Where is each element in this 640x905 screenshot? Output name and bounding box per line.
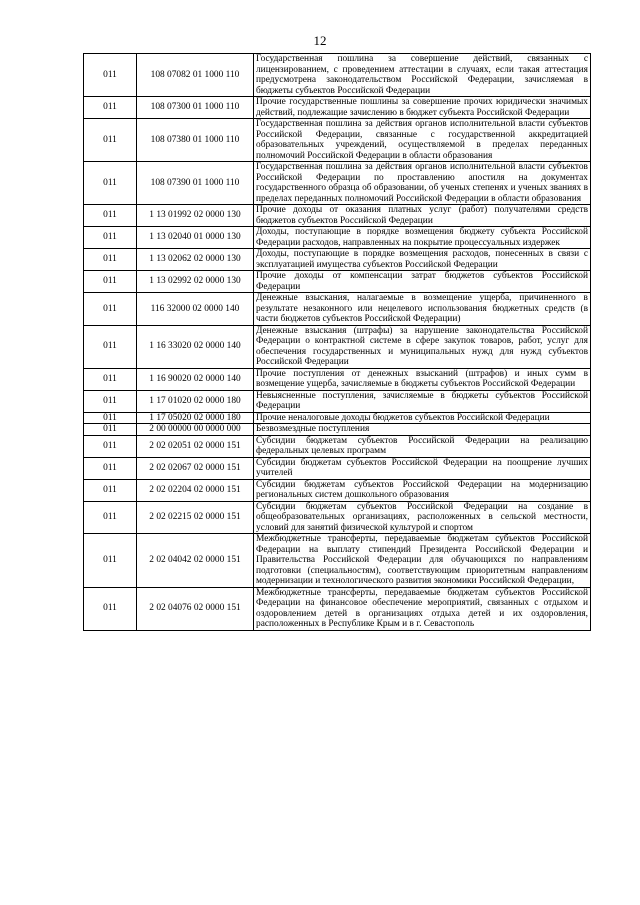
admin-code-cell: 011 xyxy=(84,501,137,534)
table-row xyxy=(84,119,591,162)
admin-code-cell: 011 xyxy=(84,205,137,227)
table-row xyxy=(84,587,591,630)
revenue-code-cell: 1 13 01992 02 0000 130 xyxy=(137,205,254,227)
table-row xyxy=(84,293,591,326)
admin-code-cell: 011 xyxy=(84,97,137,119)
admin-code-cell: 011 xyxy=(84,54,137,97)
revenue-name-cell: Государственная пошлина за совершение действий, связанных с лицензированием, с проведением аттестации в случаях, если такая аттестация предусмотрена законодательством Российской Федерации, зачисляемая в бюджеты субъектов Российской Федерации xyxy=(254,54,591,97)
revenue-code-cell: 108 07082 01 1000 110 xyxy=(137,54,254,97)
revenue-name-cell: Субсидии бюджетам субъектов Российской Федерации на реализацию федеральных целевых программ xyxy=(254,435,591,457)
table-row xyxy=(84,249,591,271)
revenue-code-cell: 2 02 02215 02 0000 151 xyxy=(137,501,254,534)
admin-code-cell: 011 xyxy=(84,119,137,162)
revenue-name-cell: Межбюджетные трансферты, передаваемые бюджетам субъектов Российской Федерации на финансовое обеспечение мероприятий, связанных с отдыхом и оздоровлением детей в организациях отдыха детей и их оздоровления, расположенных в Республике Крым и в г. Севастополь xyxy=(254,587,591,630)
revenue-code-cell: 108 07300 01 1000 110 xyxy=(137,97,254,119)
revenue-name-cell: Денежные взыскания (штрафы) за нарушение законодательства Российской Федерации о контрактной системе в сфере закупок товаров, работ, услуг для обеспечения государственных и муниципальных нужд для нужд субъектов Российской Федерации xyxy=(254,325,591,368)
revenue-code-cell: 116 32000 02 0000 140 xyxy=(137,293,254,326)
admin-code-cell: 011 xyxy=(84,479,137,501)
admin-code-cell: 011 xyxy=(84,227,137,249)
table-row xyxy=(84,162,591,205)
admin-code-cell: 011 xyxy=(84,412,137,424)
revenue-code-cell: 2 02 02051 02 0000 151 xyxy=(137,435,254,457)
table-row xyxy=(84,479,591,501)
table-row xyxy=(84,325,591,368)
revenue-name-cell: Денежные взыскания, налагаемые в возмещение ущерба, причиненного в результате незаконного или нецелевого использования бюджетных средств (в части бюджетов субъектов Российской Федерации) xyxy=(254,293,591,326)
admin-code-cell: 011 xyxy=(84,534,137,588)
revenue-name-cell: Прочие государственные пошлины за совершение прочих юридически значимых действий, подлежащие зачислению в бюджет субъекта Российской Федерации xyxy=(254,97,591,119)
page-number: 12 xyxy=(313,33,327,48)
admin-code-cell: 011 xyxy=(84,368,137,390)
admin-code-cell: 011 xyxy=(84,390,137,412)
revenue-name-cell: Государственная пошлина за действия органов исполнительной власти субъектов Российской Федерации по проставлению апостиля на документах государственного образца об образовании, об ученых степенях и ученых званиях в пределах переданных полномочий Российской Федерации в области образования xyxy=(254,162,591,205)
revenue-code-cell: 2 02 04076 02 0000 151 xyxy=(137,587,254,630)
admin-code-cell: 011 xyxy=(84,271,137,293)
revenue-code-cell: 1 13 02992 02 0000 130 xyxy=(137,271,254,293)
revenue-name-cell: Субсидии бюджетам субъектов Российской Федерации на создание в общеобразовательных организациях, расположенных в сельской местности, условий для занятий физической культурой и спортом xyxy=(254,501,591,534)
table-row xyxy=(84,54,591,97)
table-row xyxy=(84,435,591,457)
revenue-name-cell: Субсидии бюджетам субъектов Российской Федерации на модернизацию региональных систем дошкольного образования xyxy=(254,479,591,501)
revenue-code-cell: 108 07390 01 1000 110 xyxy=(137,162,254,205)
admin-code-cell: 011 xyxy=(84,325,137,368)
table-body xyxy=(84,54,591,631)
revenue-code-cell: 1 17 01020 02 0000 180 xyxy=(137,390,254,412)
admin-code-cell: 011 xyxy=(84,457,137,479)
revenue-name-cell: Невыясненные поступления, зачисляемые в бюджеты субъектов Российской Федерации xyxy=(254,390,591,412)
table-row xyxy=(84,501,591,534)
revenue-code-cell: 2 02 04042 02 0000 151 xyxy=(137,534,254,588)
budget-revenue-table xyxy=(83,53,591,631)
revenue-code-cell: 1 13 02040 01 0000 130 xyxy=(137,227,254,249)
admin-code-cell: 011 xyxy=(84,435,137,457)
table-row xyxy=(84,368,591,390)
revenue-name-cell: Государственная пошлина за действия органов исполнительной власти субъектов Российской Федерации, связанные с государственной аккредитацией образовательных учреждений, осуществляемой в пределах переданных полномочий Российской Федерации в области образования xyxy=(254,119,591,162)
revenue-code-cell: 1 13 02062 02 0000 130 xyxy=(137,249,254,271)
table-row xyxy=(84,390,591,412)
table-row xyxy=(84,205,591,227)
admin-code-cell: 011 xyxy=(84,587,137,630)
admin-code-cell: 011 xyxy=(84,293,137,326)
admin-code-cell: 011 xyxy=(84,424,137,436)
revenue-name-cell: Доходы, поступающие в порядке возмещения бюджету субъекта Российской Федерации расходов, направленных на покрытие процессуальных издержек xyxy=(254,227,591,249)
revenue-name-cell: Прочие доходы от компенсации затрат бюджетов субъектов Российской Федерации xyxy=(254,271,591,293)
revenue-code-cell: 2 02 02067 02 0000 151 xyxy=(137,457,254,479)
table-row xyxy=(84,271,591,293)
revenue-code-cell: 2 00 00000 00 0000 000 xyxy=(137,424,254,436)
table-row xyxy=(84,227,591,249)
table-row xyxy=(84,424,591,436)
table-row xyxy=(84,97,591,119)
revenue-name-cell: Прочие поступления от денежных взысканий (штрафов) и иных сумм в возмещение ущерба, зачисляемые в бюджеты субъектов Российской Федерации xyxy=(254,368,591,390)
admin-code-cell: 011 xyxy=(84,162,137,205)
table-row xyxy=(84,412,591,424)
revenue-code-cell: 1 16 90020 02 0000 140 xyxy=(137,368,254,390)
revenue-name-cell: Безвозмездные поступления xyxy=(254,424,591,436)
revenue-name-cell: Прочие неналоговые доходы бюджетов субъектов Российской Федерации xyxy=(254,412,591,424)
revenue-name-cell: Доходы, поступающие в порядке возмещения расходов, понесенных в связи с эксплуатацией имущества субъектов Российской Федерации xyxy=(254,249,591,271)
admin-code-cell: 011 xyxy=(84,249,137,271)
revenue-code-cell: 1 16 33020 02 0000 140 xyxy=(137,325,254,368)
revenue-code-cell: 108 07380 01 1000 110 xyxy=(137,119,254,162)
revenue-code-cell: 2 02 02204 02 0000 151 xyxy=(137,479,254,501)
revenue-name-cell: Субсидии бюджетам субъектов Российской Федерации на поощрение лучших учителей xyxy=(254,457,591,479)
revenue-name-cell: Прочие доходы от оказания платных услуг (работ) получателями средств бюджетов субъектов Российской Федерации xyxy=(254,205,591,227)
revenue-code-cell: 1 17 05020 02 0000 180 xyxy=(137,412,254,424)
revenue-name-cell: Межбюджетные трансферты, передаваемые бюджетам субъектов Российской Федерации на выплату стипендий Президента Российской Федерации и Правительства Российской Федерации для обучающихся по направлениям подготовки (специальностям), соответствующим приоритетным направлениям модернизации и технологического развития экономики Российской Федерации, xyxy=(254,534,591,588)
table-row xyxy=(84,534,591,588)
table-row xyxy=(84,457,591,479)
